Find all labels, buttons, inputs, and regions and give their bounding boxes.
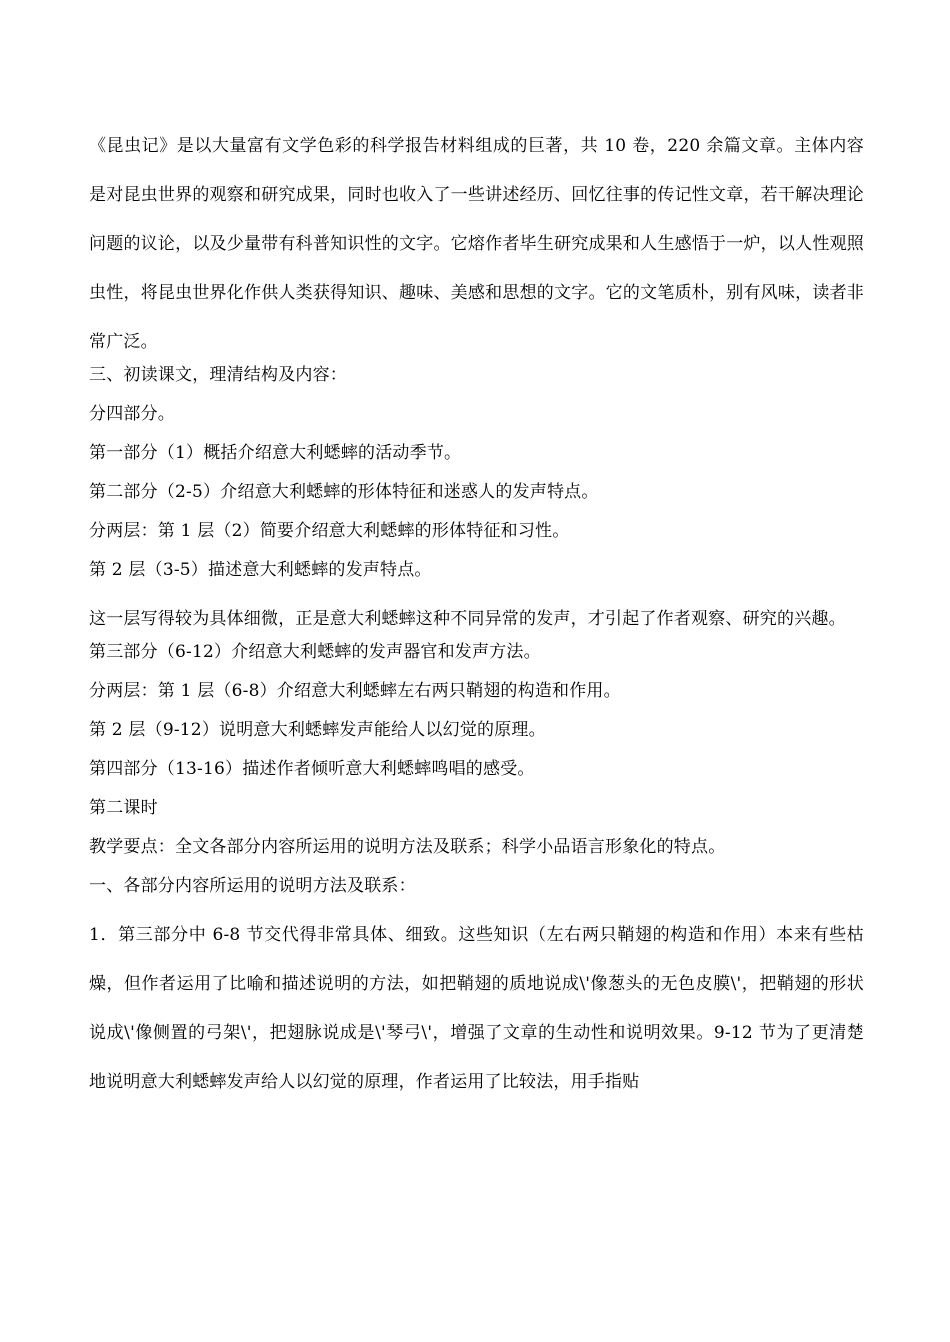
- document-body: [89, 122, 864, 1107]
- lesson2-heading: 第二课时: [89, 798, 158, 818]
- part4-line: 第四部分（13-16）描述作者倾听意大利蟋蟀鸣唱的感受。: [89, 759, 535, 779]
- part3-layer2-line: 第 2 层（9-12）说明意大利蟋蟀发声能给人以幻觉的原理。: [89, 720, 546, 740]
- section1-heading: 一、各部分内容所运用的说明方法及联系：: [89, 876, 416, 896]
- teaching-points-line: 教学要点：全文各部分内容所运用的说明方法及联系；科学小品语言形象化的特点。: [89, 837, 726, 857]
- intro-paragraph: 《昆虫记》是以大量富有文学色彩的科学报告材料组成的巨著，共 10 卷，220 余篇文章。主体内容是对昆虫世界的观察和研究成果，同时也收入了一些讲述经历、回忆往事的传记性文章，若干解决理论问题的议论，以及少量带有科普知识性的文字。它熔作者毕生研究成果和人生感悟于一炉，以人性观照虫性，将昆虫世界化作供人类获得知识、趣味、美感和思想的文字。它的文笔质朴，别有风味，读者非常广泛。: [89, 136, 864, 352]
- section3-heading: 三、初读课文，理清结构及内容：: [89, 365, 347, 385]
- part1-line: 第一部分（1）概括介绍意大利蟋蟀的活动季节。: [89, 443, 462, 463]
- part2-layer1-line: 分两层：第 1 层（2）简要介绍意大利蟋蟀的形体特征和习性。: [89, 521, 570, 541]
- part2-layer2-line: 第 2 层（3-5）描述意大利蟋蟀的发声特点。: [89, 560, 432, 580]
- part3-line: 第三部分（6-12）介绍意大利蟋蟀的发声器官和发声方法。: [89, 642, 541, 662]
- point1-paragraph: 1．第三部分中 6-8 节交代得非常具体、细致。这些知识（左右两只鞘翅的构造和作用）本来有些枯燥，但作者运用了比喻和描述说明的方法，如把鞘翅的质地说成\'像葱头的无色皮膜\'，把鞘翅的形状说成\'像侧置的弓架\'，把翅脉说成是\'琴弓\'，增强了文章的生动性和说明效果。9-12 节为了更清楚地说明意大利蟋蟀发声给人以幻觉的原理，作者运用了比较法，用手指贴: [89, 925, 864, 1092]
- part2-note-paragraph: 这一层写得较为具体细微，正是意大利蟋蟀这种不同异常的发声，才引起了作者观察、研究的兴趣。: [89, 609, 846, 629]
- part2-line: 第二部分（2-5）介绍意大利蟋蟀的形体特征和迷惑人的发声特点。: [89, 482, 599, 502]
- part3-layer1-line: 分两层：第 1 层（6-8）介绍意大利蟋蟀左右两只鞘翅的构造和作用。: [89, 681, 621, 701]
- structure-summary: 分四部分。: [89, 404, 175, 424]
